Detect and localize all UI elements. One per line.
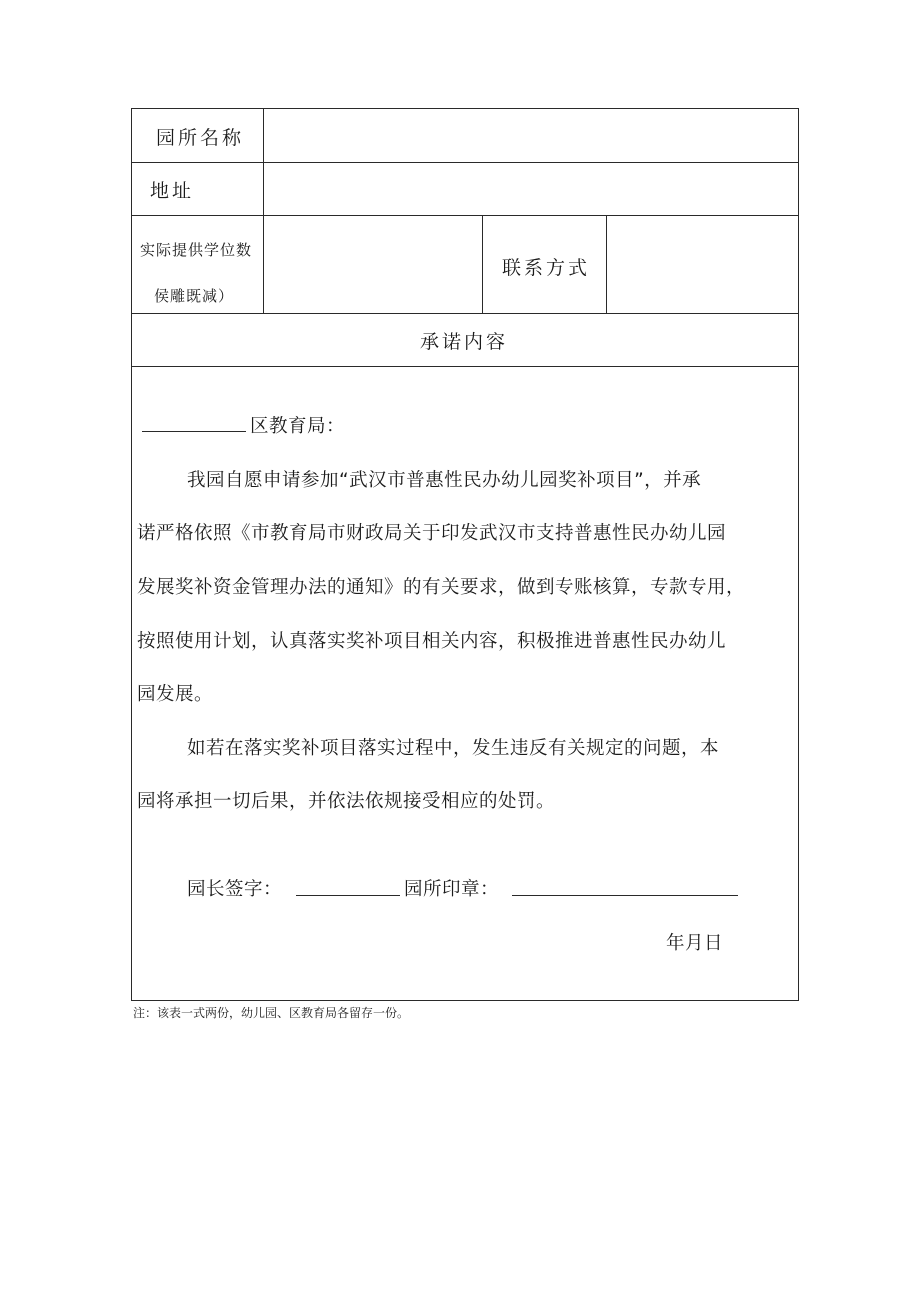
contact-field[interactable] — [608, 217, 797, 312]
column-divider — [263, 109, 264, 313]
kindergarten-name-label: 园所名称 — [156, 127, 245, 149]
para1-line: 我园自愿申请参加“武汉市普惠性民办幼儿园奖补项目”，并承 — [187, 470, 702, 491]
principal-signature-label: 园长签字： — [187, 879, 283, 900]
para2-line: 如若在落实奖补项目落实过程中，发生违反有关规定的问题，本 — [187, 738, 720, 759]
seats-label: 实际提供学位数 — [140, 241, 253, 259]
seal-label: 园所印章： — [404, 879, 500, 900]
para1-line: 诺严格依照《市教育局市财政局关于印发武汉市支持普惠性民办幼儿园 — [137, 523, 727, 544]
para1-line: 发展奖补资金管理办法的通知》的有关要求，做到专账核算，专款专用， — [137, 577, 746, 598]
para1-line: 园发展。 — [137, 684, 214, 705]
footnote: 注：该表一式两份，幼儿园、区教育局各留存一份。 — [133, 1006, 410, 1020]
kindergarten-name-field[interactable] — [265, 110, 797, 161]
addressee: 区教育局： — [250, 416, 346, 437]
seal-blank[interactable] — [512, 895, 738, 896]
row-divider — [132, 215, 798, 216]
para1-line: 按照使用计划，认真落实奖补项目相关内容，积极推进普惠性民办幼儿 — [137, 631, 727, 652]
row-divider — [132, 366, 798, 367]
address-label: 地址 — [150, 180, 195, 202]
seats-label-note: 侯雕既减） — [154, 287, 235, 305]
seats-field[interactable] — [265, 217, 481, 312]
row-divider — [132, 162, 798, 163]
contact-label: 联系方式 — [502, 257, 591, 279]
para2-line: 园将承担一切后果，并依法依规接受相应的处罚。 — [137, 791, 556, 812]
commitment-form — [131, 108, 799, 1001]
address-field[interactable] — [265, 164, 797, 214]
promise-header: 承诺内容 — [420, 331, 509, 353]
column-divider — [482, 215, 483, 313]
district-blank[interactable] — [142, 431, 246, 432]
date-label: 年月日 — [666, 933, 724, 954]
row-divider — [132, 313, 798, 314]
column-divider — [606, 215, 607, 313]
principal-signature-blank[interactable] — [296, 895, 400, 896]
